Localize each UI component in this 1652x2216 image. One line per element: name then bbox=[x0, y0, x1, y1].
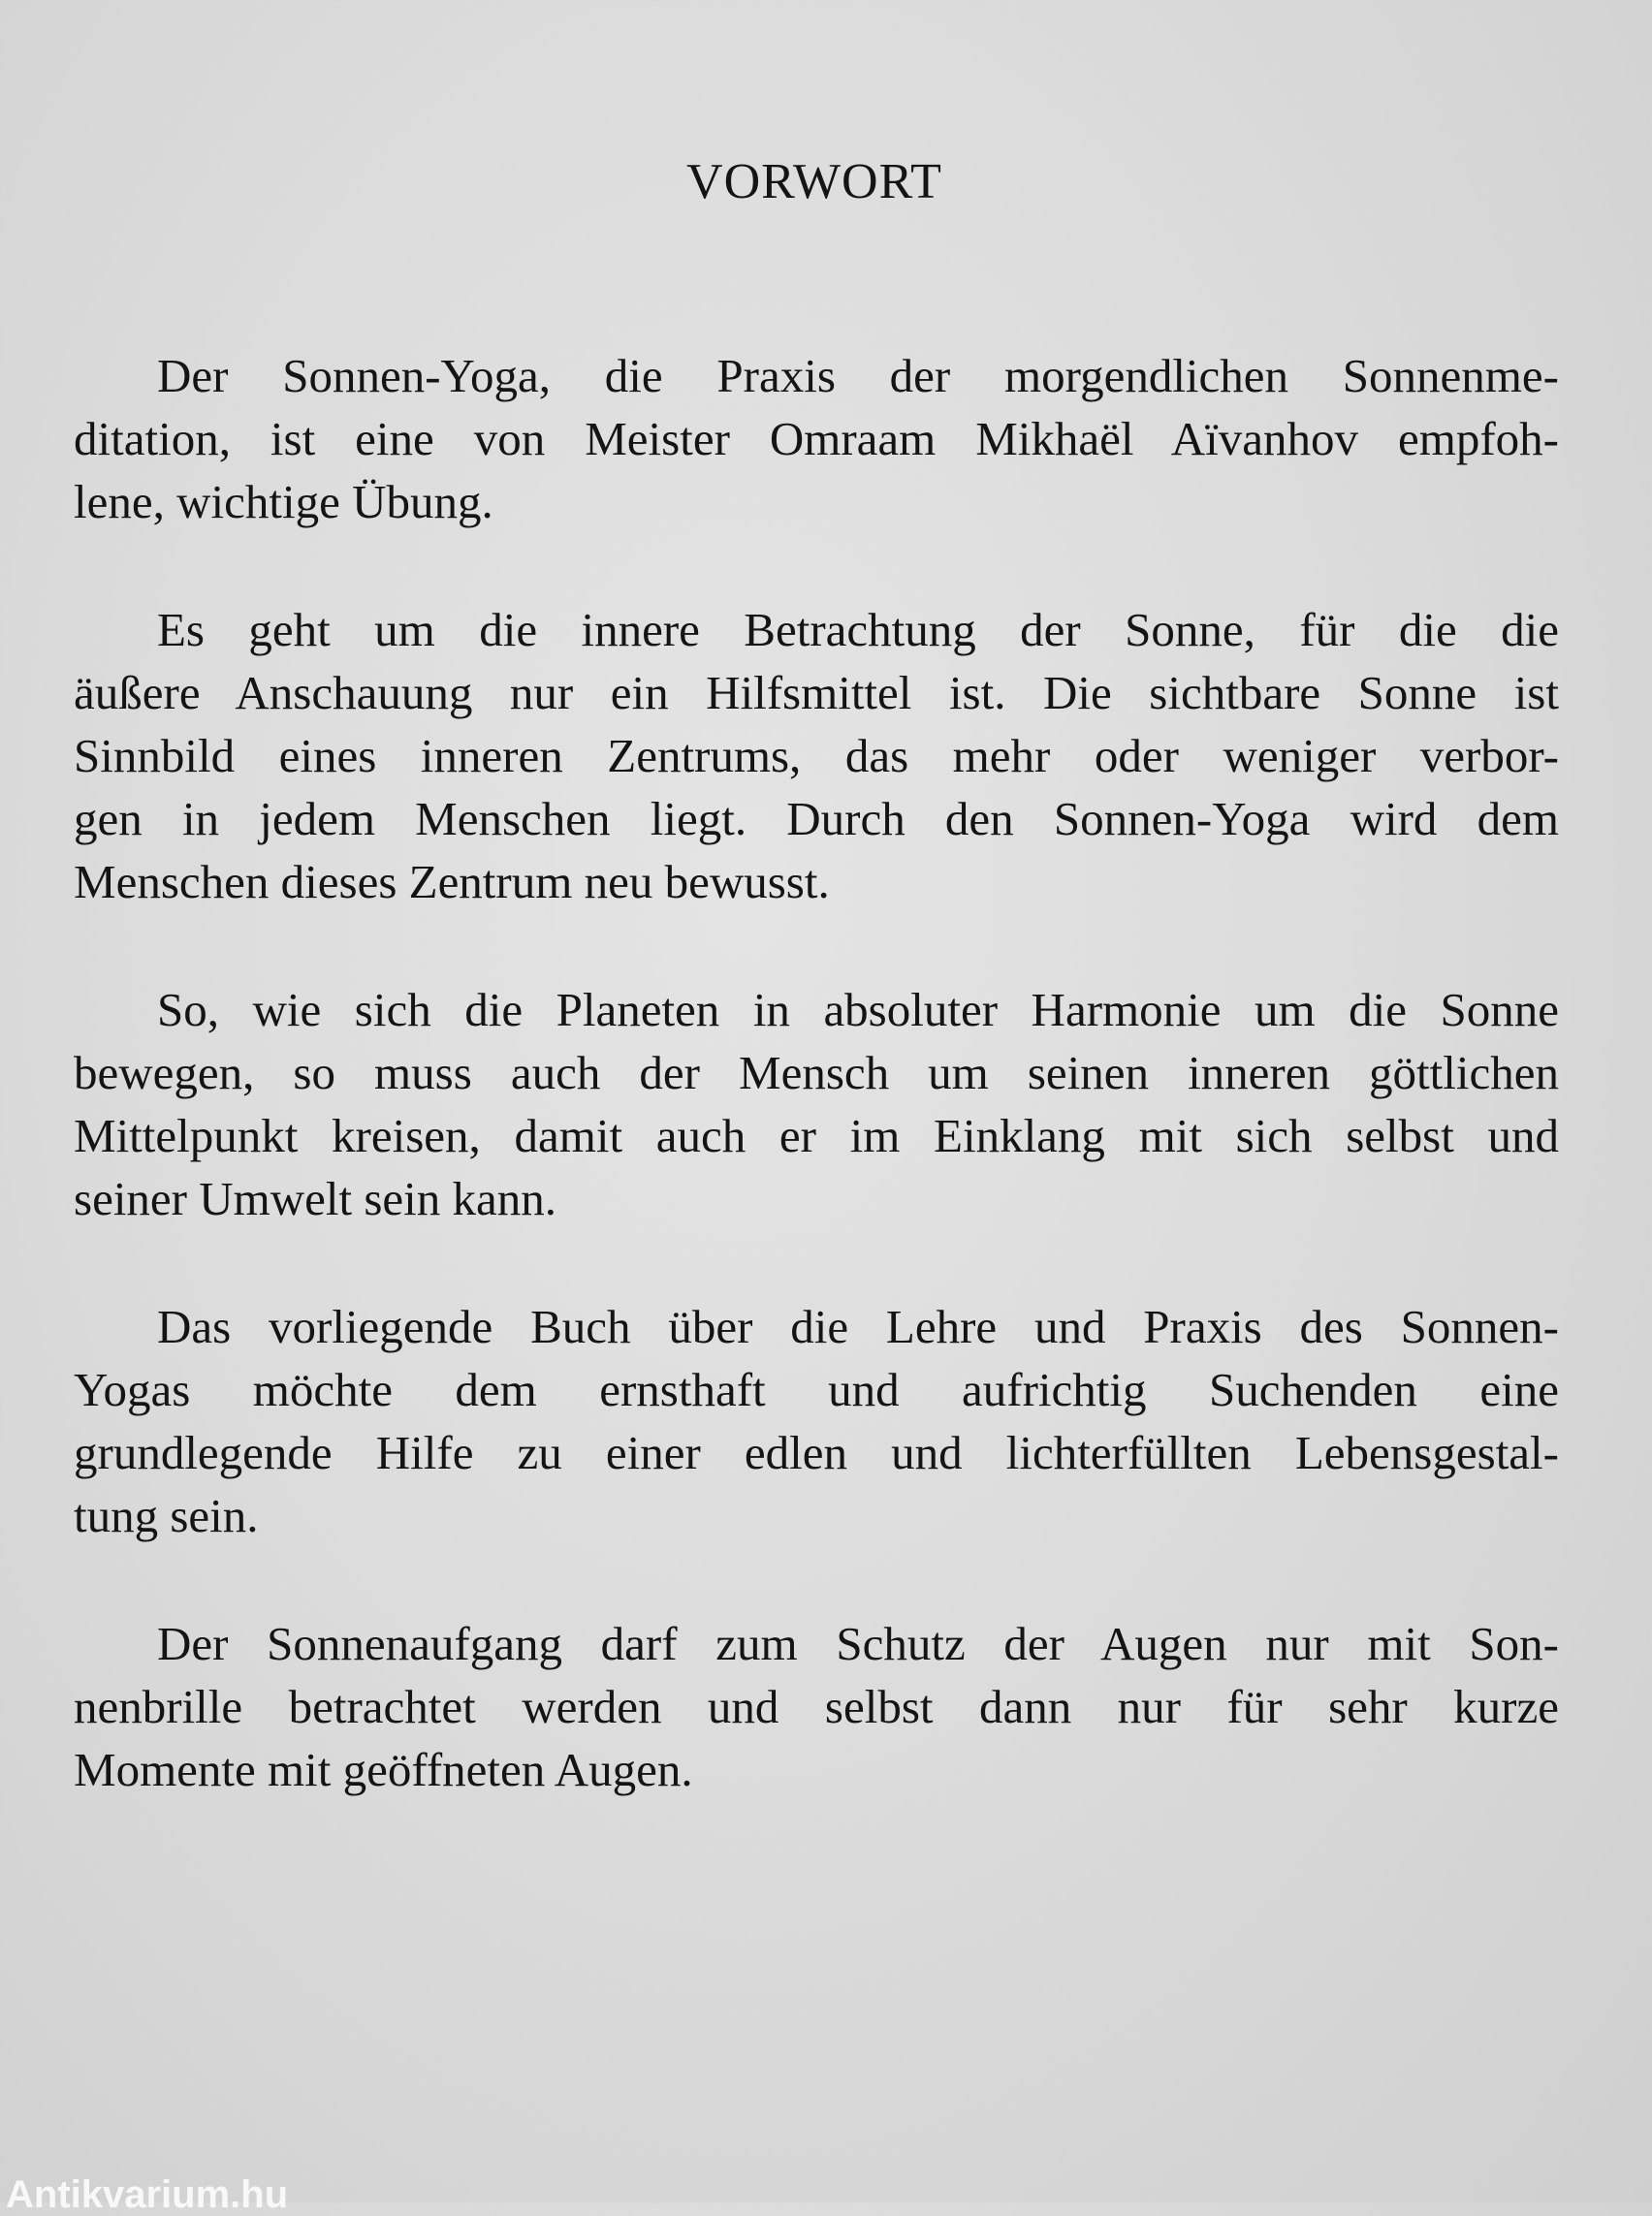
text-line: Es geht um die innere Betrachtung der Sonne, für die die bbox=[157, 603, 1559, 656]
text-line: grundlegende Hilfe zu einer edlen und lichterfüllten Lebensgestal- bbox=[74, 1426, 1559, 1479]
text-line: äußere Anschauung nur ein Hilfsmittel ist. Die sichtbare Sonne ist bbox=[74, 666, 1559, 719]
text-line: gen in jedem Menschen liegt. Durch den Sonnen-Yoga wird dem bbox=[74, 792, 1559, 845]
text-line: nenbrille betrachtet werden und selbst dann nur für sehr kurze bbox=[74, 1680, 1559, 1733]
text-line: Sinnbild eines inneren Zentrums, das mehr oder weniger verbor- bbox=[74, 729, 1559, 782]
paragraph-3 bbox=[74, 978, 1559, 1230]
text-line: Mittelpunkt kreisen, damit auch er im Einklang mit sich selbst und bbox=[74, 1109, 1559, 1162]
text-line: Momente mit geöffneten Augen. bbox=[74, 1743, 693, 1796]
page-title: VORWORT bbox=[686, 154, 942, 209]
text-line: seiner Umwelt sein kann. bbox=[74, 1172, 557, 1225]
text-line: ditation, ist eine von Meister Omraam Mikhaël Aïvanhov empfoh- bbox=[74, 412, 1559, 465]
text-line: So, wie sich die Planeten in absoluter Harmonie um die Sonne bbox=[157, 983, 1559, 1036]
text-line: tung sein. bbox=[74, 1489, 259, 1542]
text-line: Das vorliegende Buch über die Lehre und Praxis des Sonnen- bbox=[157, 1300, 1559, 1353]
text-line: Der Sonnen-Yoga, die Praxis der morgendlichen Sonnenme- bbox=[157, 349, 1559, 402]
paragraph-4 bbox=[74, 1295, 1559, 1547]
text-line: Der Sonnenaufgang darf zum Schutz der Augen nur mit Son- bbox=[157, 1617, 1559, 1670]
paragraph-1 bbox=[74, 344, 1559, 533]
paragraph-5 bbox=[74, 1612, 1559, 1801]
text-line: bewegen, so muss auch der Mensch um seinen inneren göttlichen bbox=[74, 1046, 1559, 1099]
text-line: lene, wichtige Übung. bbox=[74, 475, 493, 528]
text-line: Yogas möchte dem ernsthaft und aufrichtig Suchenden eine bbox=[74, 1363, 1559, 1416]
watermark: Antikvarium.hu bbox=[6, 2173, 289, 2216]
page-body bbox=[74, 344, 1559, 1866]
paragraph-2 bbox=[74, 598, 1559, 913]
text-line: Menschen dieses Zentrum neu bewusst. bbox=[74, 855, 830, 908]
